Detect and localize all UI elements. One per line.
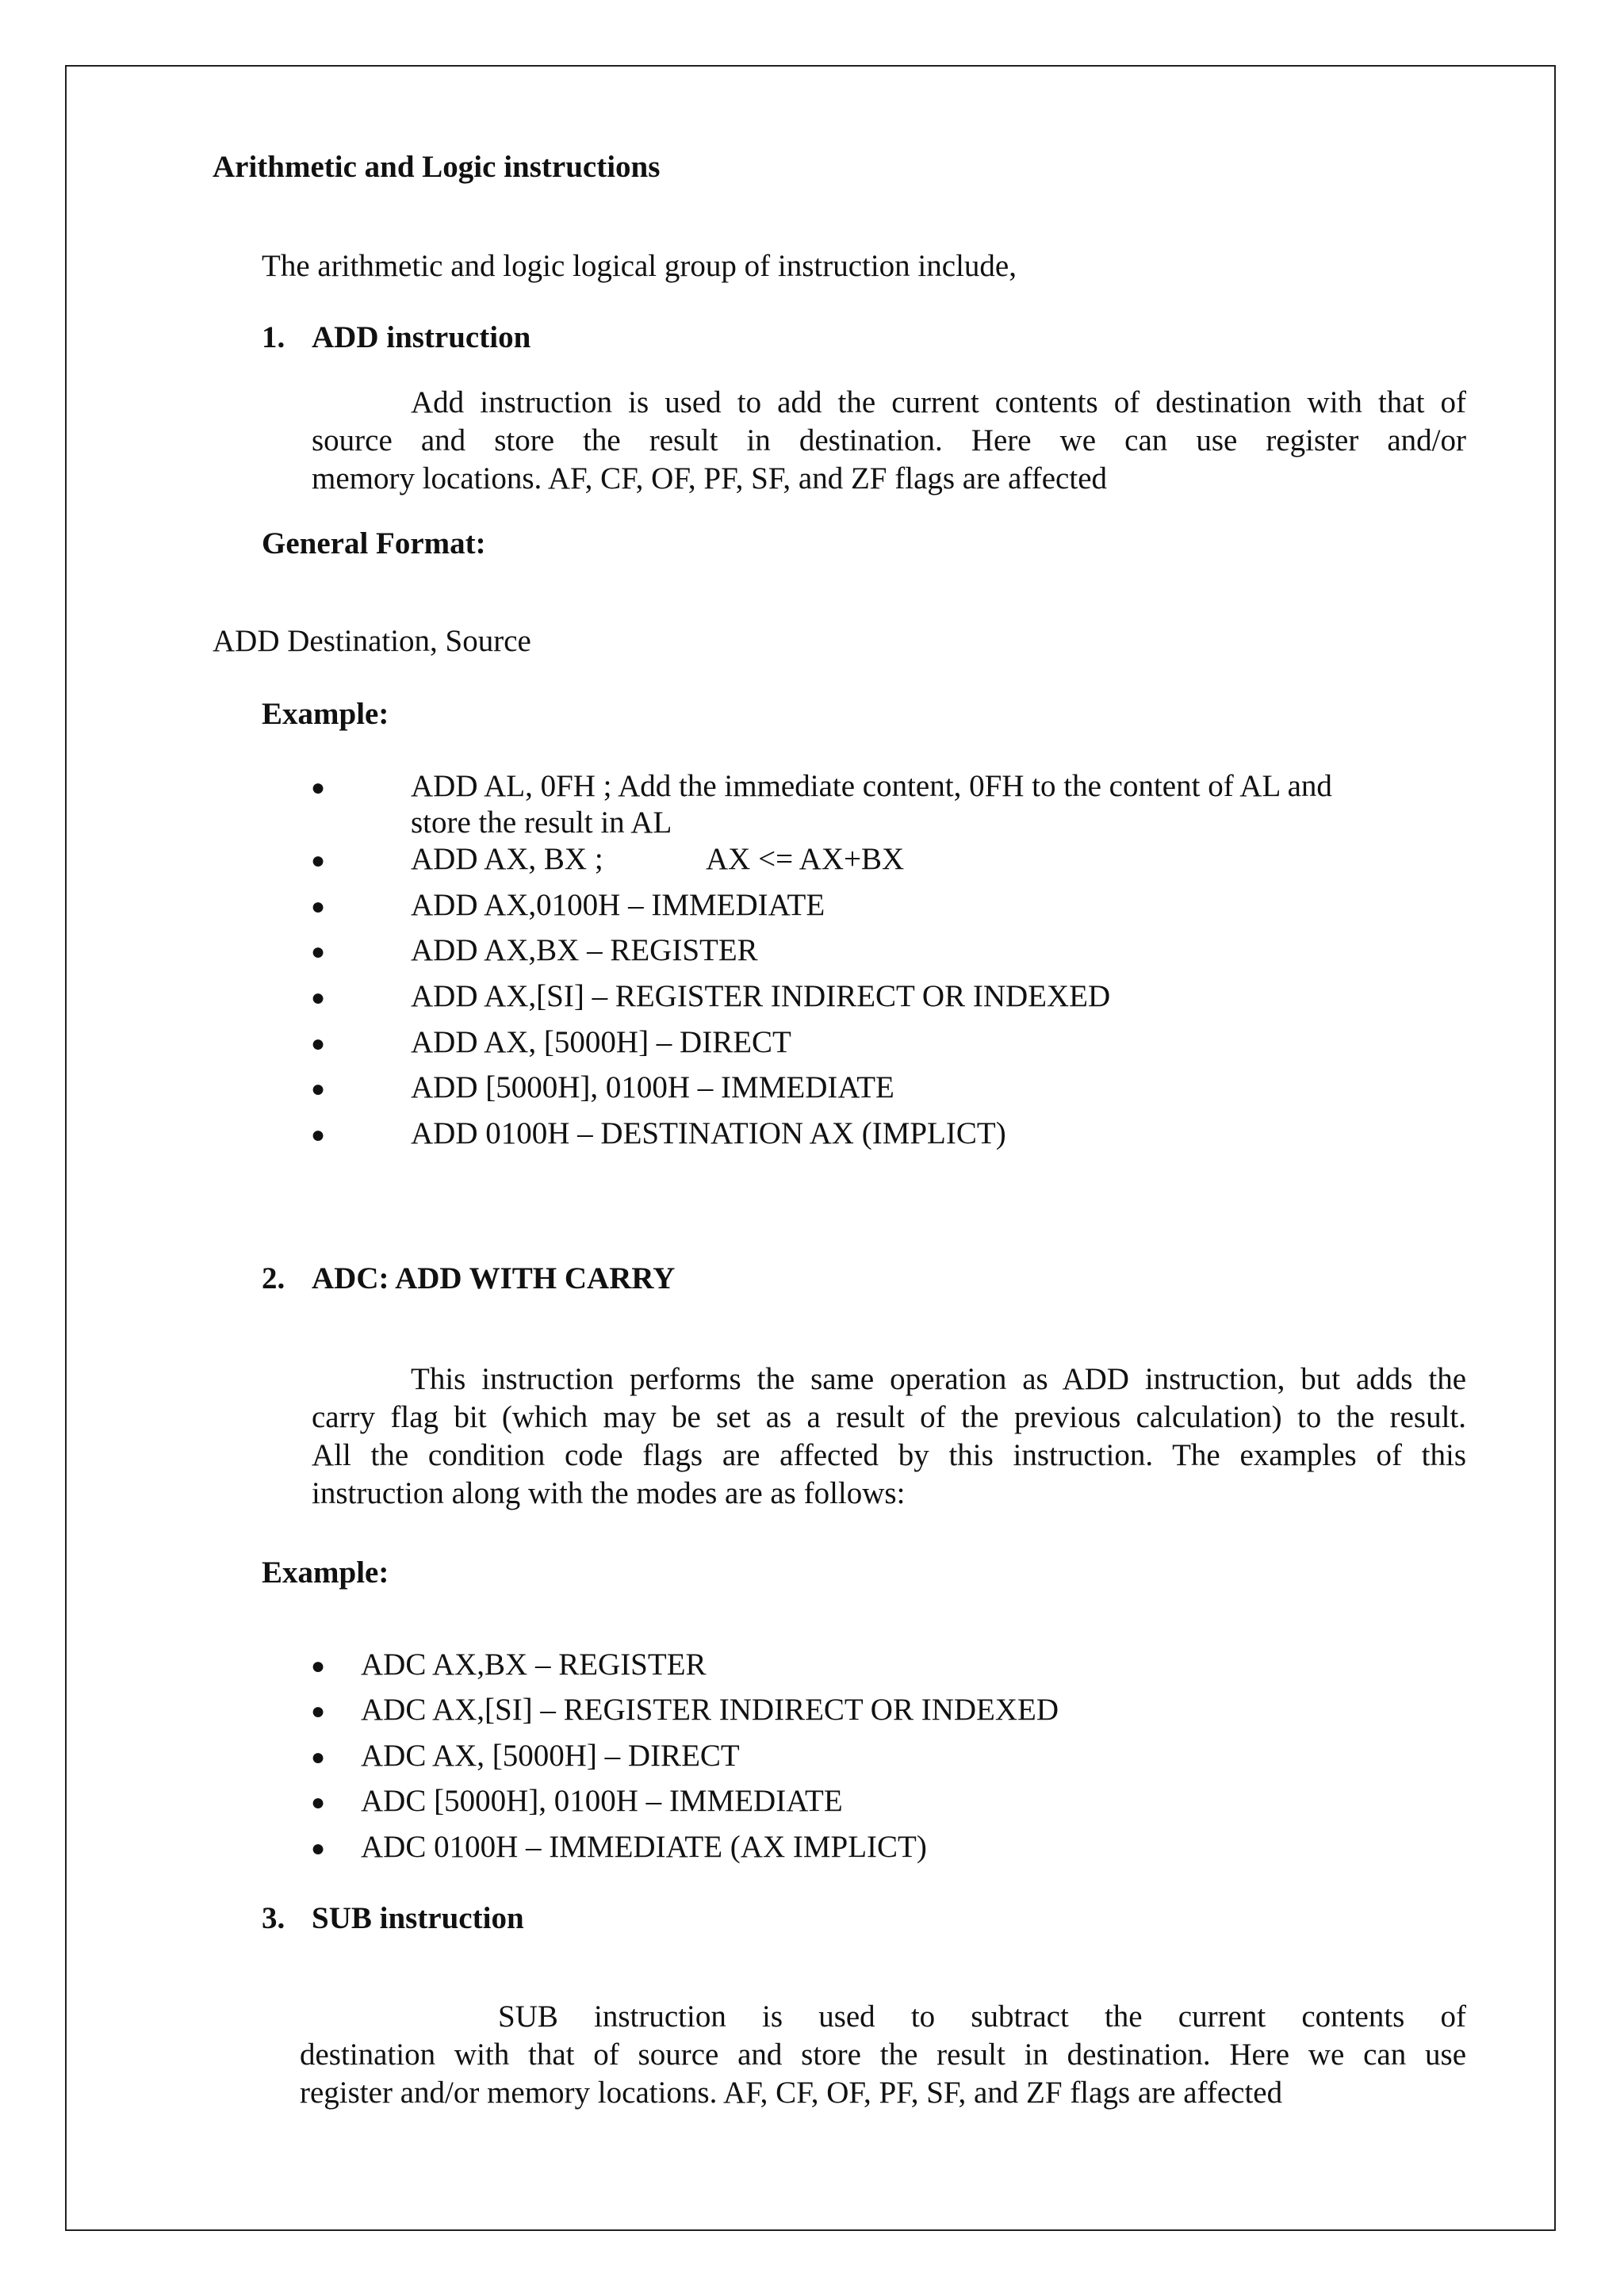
add-example-item: ADD 0100H – DESTINATION AX (IMPLICT) <box>411 1116 1006 1150</box>
bullet-icon: ● <box>311 1653 326 1679</box>
add-example-item: ADD AL, 0FH ; Add the immediate content, 0FH to the content of AL and <box>411 769 1332 803</box>
section-sub-title: SUB instruction <box>312 1901 524 1935</box>
bullet-icon: ● <box>311 1076 326 1102</box>
add-example-item: ADD AX,BX – REGISTER <box>411 933 758 967</box>
add-example-label: Example: <box>262 697 389 731</box>
general-format-label: General Format: <box>262 526 486 561</box>
bullet-icon: ● <box>311 775 326 801</box>
add-example-item: ADD [5000H], 0100H – IMMEDIATE <box>411 1070 894 1104</box>
body-line: Add instruction is used to add the current contents of destination with that of <box>411 385 1466 419</box>
bullet-icon: ● <box>311 1789 326 1816</box>
add-example-item: ADD AX, BX ; <box>411 842 603 876</box>
add-example-item: ADD AX,[SI] – REGISTER INDIRECT OR INDEXED <box>411 979 1111 1013</box>
adc-example-item: ADC [5000H], 0100H – IMMEDIATE <box>361 1784 843 1818</box>
section-adc-number: 2. <box>262 1261 285 1295</box>
general-format-value: ADD Destination, Source <box>213 624 531 658</box>
section-sub-body <box>300 1998 1466 2112</box>
body-line: source and store the result in destination. Here we can use register and/or <box>312 423 1466 457</box>
body-line: destination with that of source and store the result in destination. Here we can use <box>300 2038 1466 2072</box>
section-add-number: 1. <box>262 320 285 354</box>
body-line: memory locations. AF, CF, OF, PF, SF, and ZF flags are affected <box>312 461 1108 496</box>
bullet-icon: ● <box>311 939 326 965</box>
add-example-item-continuation: store the result in AL <box>411 806 672 840</box>
body-line: This instruction performs the same operation as ADD instruction, but adds the <box>411 1362 1466 1396</box>
section-adc-title: ADC: ADD WITH CARRY <box>312 1261 676 1295</box>
body-line: carry flag bit (which may be set as a result of the previous calculation) to the result. <box>312 1400 1466 1434</box>
bullet-icon: ● <box>311 1698 326 1724</box>
add-example-comment: AX <= AX+BX <box>706 842 905 876</box>
body-line: All the condition code flags are affected by this instruction. The examples of this <box>312 1438 1466 1472</box>
adc-example-item: ADC AX,[SI] – REGISTER INDIRECT OR INDEXED <box>361 1693 1059 1727</box>
bullet-icon: ● <box>311 1031 326 1057</box>
bullet-icon: ● <box>311 1744 326 1770</box>
bullet-icon: ● <box>311 848 326 874</box>
body-line: register and/or memory locations. AF, CF, OF, PF, SF, and ZF flags are affected <box>300 2076 1283 2110</box>
add-example-item: ADD AX, [5000H] – DIRECT <box>411 1025 791 1059</box>
section-sub-number: 3. <box>262 1901 285 1935</box>
intro-text: The arithmetic and logic logical group of instruction include, <box>262 249 1017 283</box>
bullet-icon: ● <box>311 1835 326 1862</box>
section-adc-body <box>312 1360 1466 1513</box>
adc-example-item: ADC AX,BX – REGISTER <box>361 1647 707 1682</box>
adc-example-label: Example: <box>262 1556 389 1590</box>
page-heading: Arithmetic and Logic instructions <box>213 150 661 184</box>
bullet-icon: ● <box>311 985 326 1011</box>
body-line: instruction along with the modes are as follows: <box>312 1476 906 1510</box>
body-line: SUB instruction is used to subtract the current contents of <box>498 1999 1466 2034</box>
adc-example-item: ADC AX, [5000H] – DIRECT <box>361 1739 740 1773</box>
section-add-body <box>312 384 1466 498</box>
add-example-item: ADD AX,0100H – IMMEDIATE <box>411 888 825 922</box>
section-add-title: ADD instruction <box>312 320 531 354</box>
bullet-icon: ● <box>311 1122 326 1148</box>
adc-example-item: ADC 0100H – IMMEDIATE (AX IMPLICT) <box>361 1830 927 1864</box>
bullet-icon: ● <box>311 894 326 920</box>
